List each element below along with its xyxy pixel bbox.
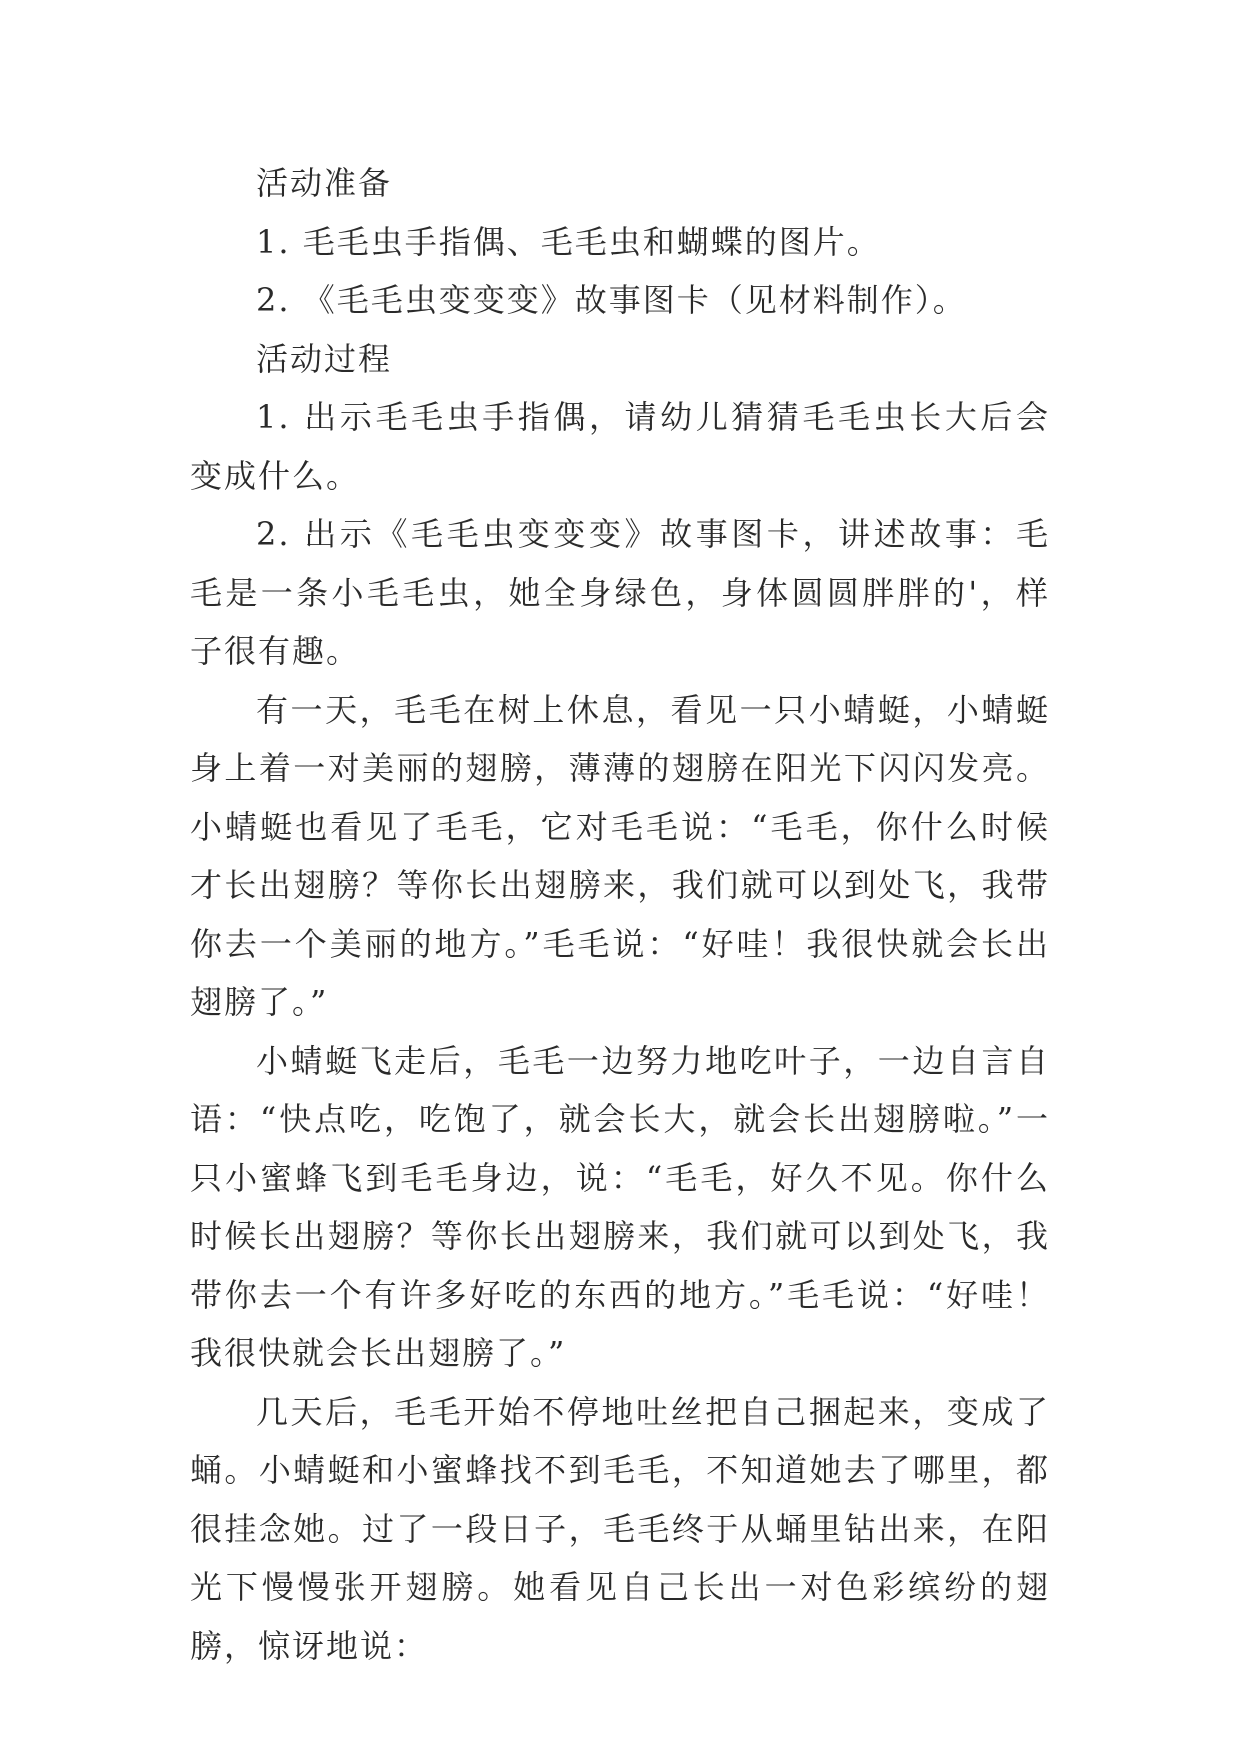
preparation-item-1: 1. 毛毛虫手指偶、毛毛虫和蝴蝶的图片。 — [256, 222, 881, 261]
document-body — [190, 154, 1050, 1675]
preparation-item-2: 2. 《毛毛虫变变变》故事图卡（见材料制作）。 — [256, 281, 967, 319]
story-paragraph-2: 小蜻蜓飞走后，毛毛一边努力地吃叶子，一边自言自语：“快点吃，吃饱了，就会长大，就会长出翅膀啦。”一只小蜜蜂飞到毛毛身边，说：“毛毛，好久不见。你什么时候长出翅膀？等你长出翅膀来，我们就可以到处飞，我带你去一个有许多好吃的东西的地方。”毛毛说：“好哇！我很快就会长出翅膀了。” — [190, 1041, 1050, 1372]
story-paragraph-1: 有一天，毛毛在树上休息，看见一只小蜻蜓，小蜻蜓身上着一对美丽的翅膀，薄薄的翅膀在阳光下闪闪发亮。小蜻蜓也看见了毛毛，它对毛毛说：“毛毛，你什么时候才长出翅膀？等你长出翅膀来，我们就可以到处飞，我带你去一个美丽的地方。”毛毛说：“好哇！我很快就会长出翅膀了。” — [190, 690, 1050, 1021]
section-heading-process: 活动过程 — [256, 339, 393, 378]
story-paragraph-3: 几天后，毛毛开始不停地吐丝把自己捆起来，变成了蛹。小蜻蜓和小蜜蜂找不到毛毛，不知道她去了哪里，都很挂念她。过了一段日子，毛毛终于从蛹里钻出来，在阳光下慢慢张开翅膀。她看见自己长出一对色彩缤纷的翅膀，惊讶地说： — [190, 1392, 1050, 1665]
process-step-1: 1. 出示毛毛虫手指偶，请幼儿猜猜毛毛虫长大后会变成什么。 — [190, 398, 1050, 495]
section-heading-preparation: 活动准备 — [256, 164, 393, 202]
process-step-2: 2. 出示《毛毛虫变变变》故事图卡，讲述故事：毛毛是一条小毛毛虫，她全身绿色，身体圆圆胖胖的'，样子很有趣。 — [190, 515, 1050, 670]
